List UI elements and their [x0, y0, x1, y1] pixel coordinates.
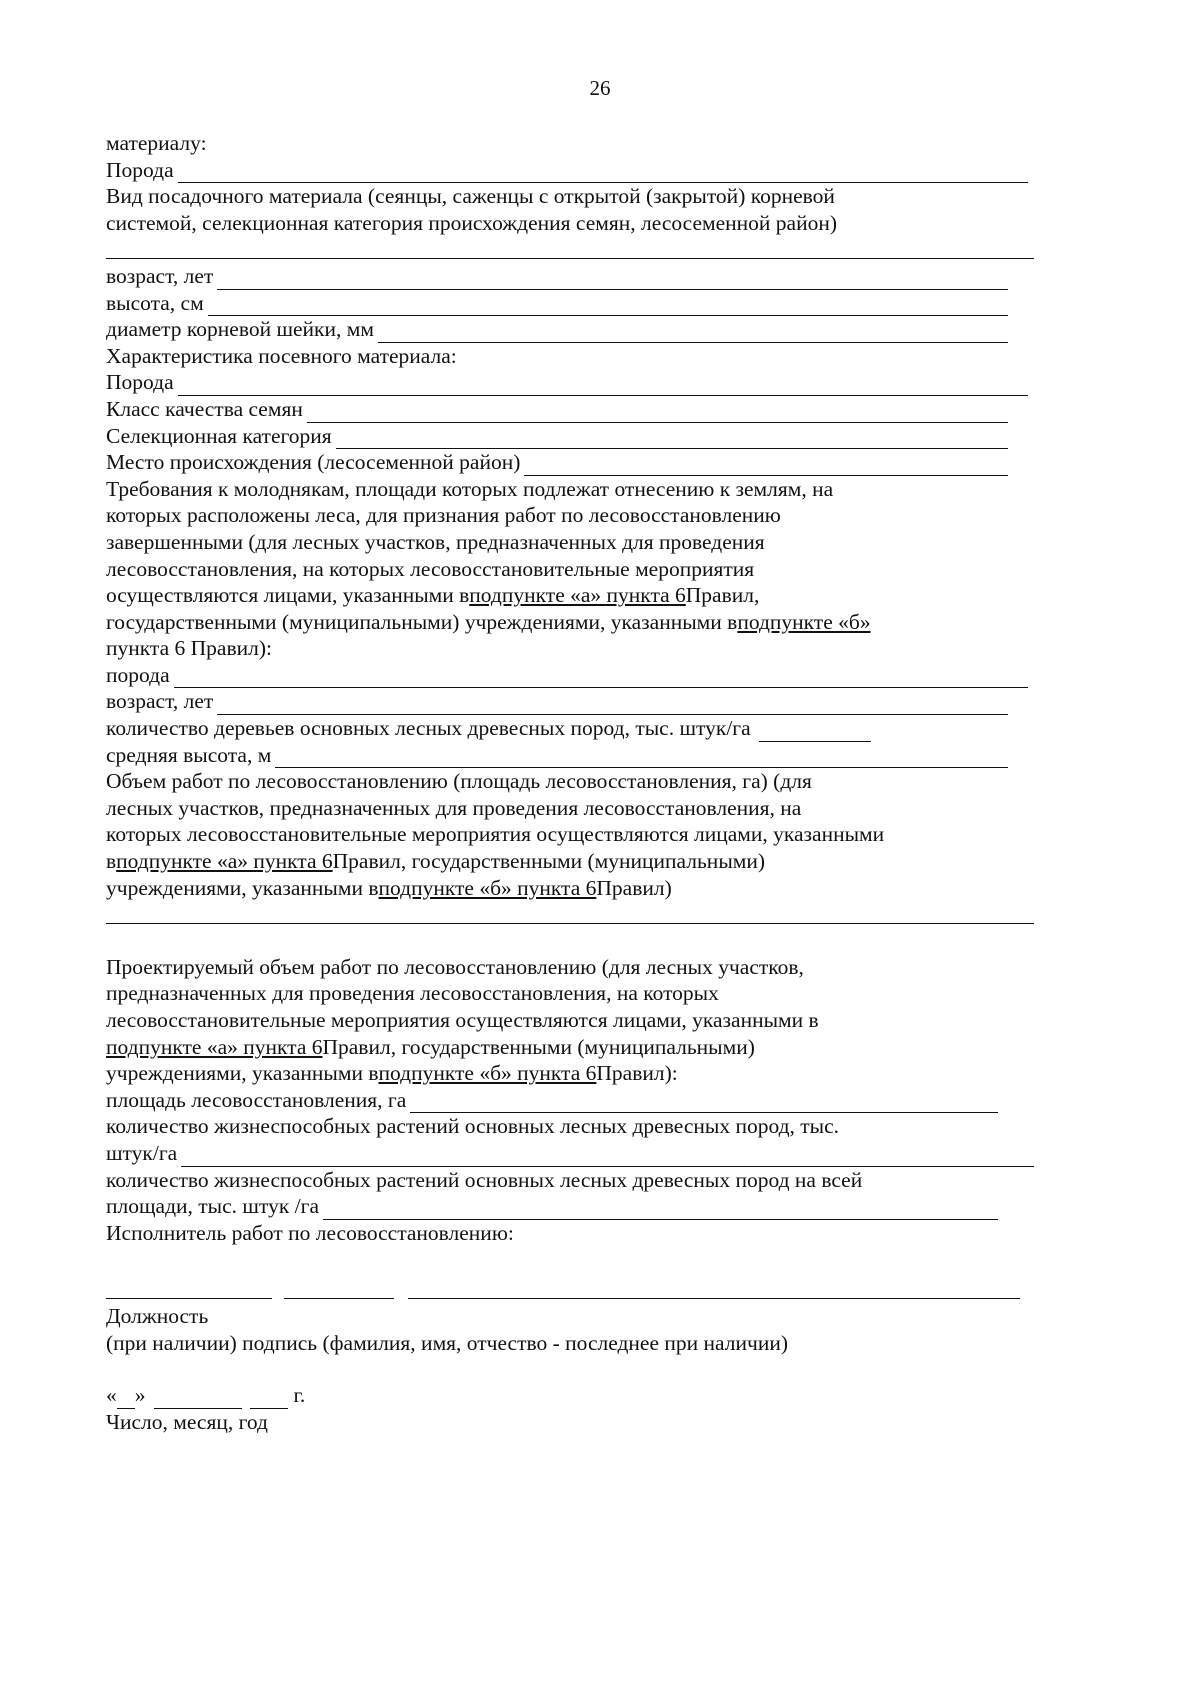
- seed-species-field[interactable]: Порода: [106, 369, 1028, 396]
- signature-caption: (при наличии) подпись (фамилия, имя, отчество - последнее при наличии): [106, 1330, 788, 1355]
- full-name-blank[interactable]: [408, 1298, 1020, 1299]
- young-req-line-6: государственными (муниципальными) учреждениями, указанными в подпункте «б»: [106, 609, 871, 634]
- projected-line-2: предназначенных для проведения лесовосстановления, на которых: [106, 981, 719, 1006]
- seed-section-title: Характеристика посевного материала:: [106, 343, 457, 368]
- planting-type-line-2: системой, селекционная категория происхождения семян, лесосеменной район): [106, 210, 837, 235]
- link-subclause-b[interactable]: подпункте «б»: [737, 609, 871, 634]
- young-req-line-4: лесовосстановления, на которых лесовосстановительные мероприятия: [106, 556, 755, 581]
- page-number: 26: [589, 76, 611, 100]
- young-count-blank[interactable]: [759, 723, 871, 742]
- projected-line-4: подпункте «а» пункта 6 Правил, государственными (муниципальными): [106, 1034, 755, 1059]
- volume-line-3: которых лесовосстановительные мероприятия осуществляются лицами, указанными: [106, 822, 885, 847]
- projected-viable-blank[interactable]: [181, 1148, 1034, 1167]
- volume-line-2: лесных участков, предназначенных для проведения лесовосстановления, на: [106, 795, 802, 820]
- planting-species-field[interactable]: Порода: [106, 157, 1028, 184]
- young-species-blank[interactable]: [174, 669, 1028, 688]
- seed-quality-blank[interactable]: [307, 404, 1008, 423]
- young-mean-height-blank[interactable]: [275, 749, 1008, 768]
- link-subclause-a[interactable]: подпункте «а» пункта 6: [106, 1034, 323, 1059]
- projected-area-field[interactable]: площадь лесовосстановления, га: [106, 1087, 1028, 1114]
- seed-quality-field[interactable]: Класс качества семян: [106, 396, 1028, 423]
- seed-origin-blank[interactable]: [524, 457, 1008, 476]
- projected-area-blank[interactable]: [410, 1094, 998, 1113]
- planting-diameter-blank[interactable]: [378, 324, 1008, 343]
- young-req-line-3: завершенными (для лесных участков, предназначенных для проведения: [106, 529, 765, 554]
- seed-selection-blank[interactable]: [336, 430, 1008, 449]
- planting-height-blank[interactable]: [208, 297, 1008, 316]
- link-subclause-a[interactable]: подпункте «а» пункта 6: [469, 583, 686, 608]
- young-count-field[interactable]: количество деревьев основных лесных древесных пород, тыс. штук/га: [106, 715, 1028, 742]
- projected-total-line-1: количество жизнеспособных растений основных лесных древесных пород на всей: [106, 1167, 863, 1192]
- signature-blank[interactable]: [284, 1298, 394, 1299]
- young-age-blank[interactable]: [217, 696, 1008, 715]
- planting-diameter-field[interactable]: диаметр корневой шейки, мм: [106, 316, 1028, 343]
- projected-line-1: Проектируемый объем работ по лесовосстановлению (для лесных участков,: [106, 954, 804, 979]
- volume-line-1: Объем работ по лесовосстановлению (площадь лесовосстановления, га) (для: [106, 769, 812, 794]
- date-field[interactable]: « » г.: [106, 1383, 306, 1408]
- signature-position-label: Должность: [106, 1303, 209, 1328]
- projected-viable-line-1: количество жизнеспособных растений основных лесных древесных пород, тыс.: [106, 1114, 840, 1139]
- projected-line-3: лесовосстановительные мероприятия осуществляются лицами, указанными в: [106, 1008, 819, 1032]
- date-caption: Число, месяц, год: [106, 1409, 268, 1434]
- executor-label: Исполнитель работ по лесовосстановлению:: [106, 1220, 514, 1245]
- volume-line-5: учреждениями, указанными в подпункте «б» пункта 6 Правил): [106, 875, 672, 900]
- projected-total-field[interactable]: площади, тыс. штук /га: [106, 1193, 1028, 1220]
- link-subclause-b[interactable]: подпункте «б» пункта 6: [378, 1061, 597, 1086]
- volume-blank[interactable]: [106, 901, 1028, 928]
- link-subclause-a[interactable]: подпункте «а» пункта 6: [116, 849, 333, 874]
- planting-age-field[interactable]: возраст, лет: [106, 263, 1028, 290]
- form-content: [106, 130, 1028, 1435]
- young-req-line-5: осуществляются лицами, указанными в подпункте «а» пункта 6 Правил,: [106, 583, 760, 608]
- planting-species-blank[interactable]: [178, 164, 1028, 183]
- position-blank[interactable]: [106, 1298, 272, 1299]
- young-species-field[interactable]: порода: [106, 662, 1028, 689]
- signature-lines: [106, 1276, 1028, 1303]
- planting-type-line-1: Вид посадочного материала (сеянцы, саженцы с открытой (закрытой) корневой: [106, 184, 835, 209]
- planting-type-blank[interactable]: [106, 236, 1028, 263]
- volume-line-4: в подпункте «а» пункта 6 Правил, государственными (муниципальными): [106, 849, 766, 874]
- seed-species-blank[interactable]: [178, 377, 1028, 396]
- projected-viable-field[interactable]: штук/га: [106, 1140, 1028, 1167]
- young-age-field[interactable]: возраст, лет: [106, 688, 1028, 715]
- projected-line-5: учреждениями, указанными в подпункте «б» пункта 6 Правил):: [106, 1061, 678, 1086]
- seed-selection-field[interactable]: Селекционная категория: [106, 423, 1028, 450]
- young-req-line-1: Требования к молоднякам, площади которых подлежат отнесению к землям, на: [106, 476, 834, 501]
- young-mean-height-field[interactable]: средняя высота, м: [106, 742, 1028, 769]
- planting-age-blank[interactable]: [217, 271, 1008, 290]
- young-req-line-7: пункта 6 Правил):: [106, 636, 272, 661]
- projected-total-blank[interactable]: [323, 1201, 998, 1220]
- seed-origin-field[interactable]: Место происхождения (лесосеменной район): [106, 449, 1028, 476]
- planting-height-field[interactable]: высота, см: [106, 290, 1028, 317]
- link-subclause-b[interactable]: подпункте «б» пункта 6: [378, 875, 597, 900]
- young-req-line-2: которых расположены леса, для признания работ по лесовосстановлению: [106, 503, 781, 528]
- planting-intro: материалу:: [106, 131, 207, 155]
